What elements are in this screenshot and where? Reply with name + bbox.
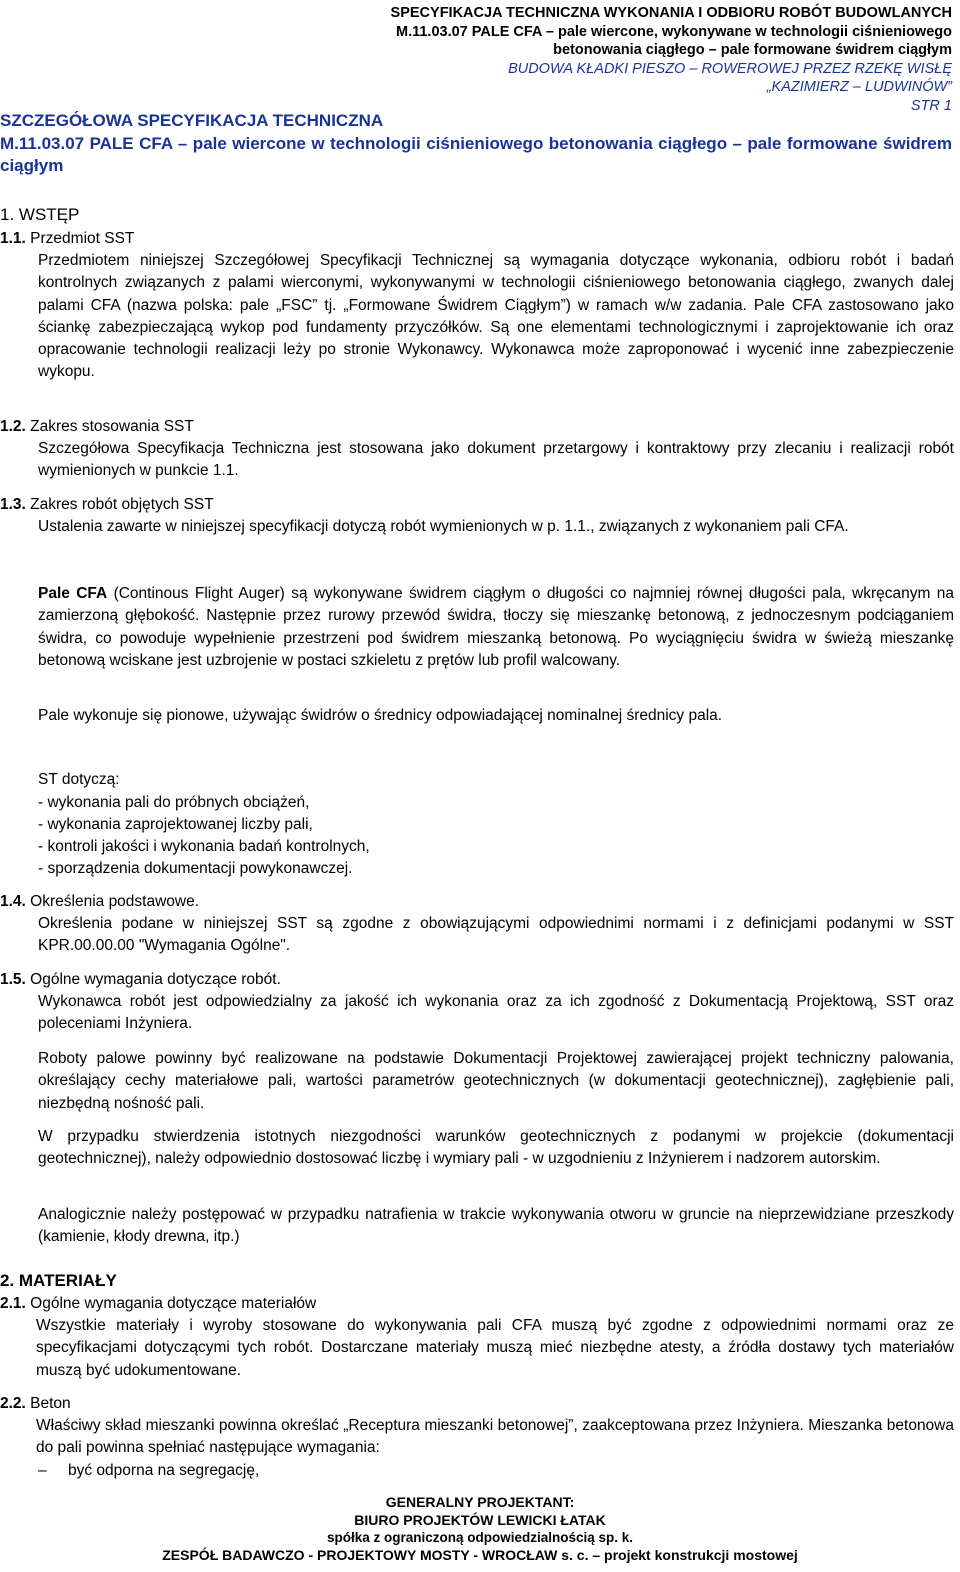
cfa-text: (Continous Flight Auger) są wykonywane świdrem ciągłym o długości co najmniej równej długości pala, wkręcanym na zamierzoną głębokość. Następnie przez rurowy przewód świdra, tłoczy się mieszankę betonową, z jednoczesnym podciąganiem świdra, co powoduje wypełnienie przestrzeni pod świdrem mieszanką betonową. Po wyciągnięciu świdra w świeżą mieszankę betonową wciskane jest uzbrojenie w postaci szkieletu z prętów lub profil walcowany. [38, 585, 954, 669]
paragraph-1-2: Szczegółowa Specyfikacja Techniczna jest stosowana jako dokument przetargowy i kontraktowy przy zlecaniu i realizacji robót wymienionych w punkcie 1.1. [38, 440, 954, 480]
list-item: - wykonania zaprojektowanej liczby pali, [38, 816, 313, 833]
cfa-term: Pale CFA [38, 585, 108, 602]
paragraph-2-2: Właściwy skład mieszanki powinna określać „Receptura mieszanki betonowej”, zaakceptowana przez Inżyniera. Mieszanka betonowa do pali powinna spełniać następujące wymagania: [36, 1417, 954, 1457]
subsection-number: 2.2. [0, 1395, 26, 1412]
subsection-number: 1.2. [0, 418, 26, 435]
subsection-title: Zakres robót objętych SST [30, 496, 214, 513]
paragraph-1-5-a: Wykonawca robót jest odpowiedzialny za jakość ich wykonania oraz za ich zgodność z Dokumentacją Projektową, SST oraz poleceniami Inżyniera. [38, 993, 954, 1033]
subsection-1-2-heading [0, 416, 194, 438]
subsection-title: Zakres stosowania SST [30, 418, 194, 435]
subsection-title: Beton [30, 1395, 71, 1412]
subsection-2-1-heading [0, 1293, 316, 1315]
subsection-title: Ogólne wymagania dotyczące materiałów [30, 1295, 317, 1312]
st-intro: ST dotyczą: [38, 771, 120, 788]
subsection-title: Określenia podstawowe. [30, 893, 200, 910]
subsection-title: Ogólne wymagania dotyczące robót. [30, 971, 281, 988]
list-item [38, 1460, 259, 1482]
dash-bullet: – [38, 1462, 47, 1479]
paragraph-1-5-c: W przypadku stwierdzenia istotnych niezgodności warunków geotechnicznych z podanymi w projekcie (dokumentacji geotechnicznej), należy odpowiednio dostosować liczbę i wymiary pali - w uzgodnieniu z Inżynierem i nadzorem autorskim. [38, 1128, 954, 1168]
subsection-number: 2.1. [0, 1295, 26, 1312]
subsection-number: 1.1. [0, 230, 26, 247]
subsection-1-1-heading [0, 228, 134, 250]
page-header [232, 4, 952, 115]
list-item-text: być odporna na segregację, [68, 1462, 260, 1479]
paragraph-1-5-d: Analogicznie należy postępować w przypadku natrafienia w trakcie wykonywania otworu w gruncie na nieprzewidziane przeszkody (kamienie, kłody drewna, itp.) [38, 1206, 954, 1246]
footer-company-name: BIURO PROJEKTÓW LEWICKI ŁATAK [354, 1511, 606, 1528]
subsection-1-5-heading [0, 969, 281, 991]
paragraph-pile-diameter: Pale wykonuje się pionowe, używając świdrów o średnicy odpowiadającej nominalnej średnicy pala. [38, 707, 723, 724]
paragraph-1-4: Określenia podane w niniejszej SST są zgodne z obowiązującymi odpowiednimi normami i z definicjami podanymi w SST KPR.00.00.00 "Wymagania Ogólne". [38, 915, 954, 955]
footer-company-form: spółka z ograniczoną odpowiedzialnością sp. k. [326, 1530, 634, 1546]
section-heading-1: 1. WSTĘP [0, 205, 80, 224]
header-spec-code: M.11.03.07 PALE CFA – pale wiercone, wykonywane w technologii ciśnieniowego [396, 23, 952, 40]
footer-designer-label: GENERALNY PROJEKTANT: [385, 1494, 575, 1510]
page-footer [0, 1494, 960, 1565]
subsection-1-3-heading [0, 494, 214, 516]
list-item: - sporządzenia dokumentacji powykonawczej. [38, 860, 353, 877]
subsection-title: Przedmiot SST [30, 230, 135, 247]
paragraph-2-1: Wszystkie materiały i wyroby stosowane do wykonywania pali CFA muszą być zgodne z odpowiednimi normami oraz ze specyfikacjami dotyczącymi tych robót. Dostarczane materiały muszą mieć niezbędne atesty, a źródła dostawy tych materiałów muszą być udokumentowane. [36, 1317, 954, 1379]
footer-team: ZESPÓŁ BADAWCZO - PROJEKTOWY MOSTY - WROCŁAW s. c. – projekt konstrukcji mostowej [162, 1547, 798, 1564]
header-page-number: STR 1 [910, 97, 952, 114]
subsection-number: 1.5. [0, 971, 26, 988]
header-project-location: „KAZIMIERZ – LUDWINÓW” [766, 79, 952, 95]
header-spec-subtitle: betonowania ciągłego – pale formowane świdrem ciągłym [553, 42, 952, 58]
paragraph-1-3: Ustalenia zawarte w niniejszej specyfikacji dotyczą robót wymienionych w p. 1.1., związanych z wykonaniem pali CFA. [38, 518, 849, 535]
paragraph-1-5-b: Roboty palowe powinny być realizowane na podstawie Dokumentacji Projektowej zawierającej projekt techniczny palowania, określający cechy materiałowe pali, wartości parametrów geotechnicznych (w dokumentacji geotechnicznej), zagłębienie pali, niezbędną nośność pali. [38, 1050, 954, 1112]
doc-title-sub: M.11.03.07 PALE CFA – pale wiercone w technologii ciśnieniowego betonowania ciągłego – pale formowane świdrem ciągłym [0, 134, 952, 175]
doc-title-main: SZCZEGÓŁOWA SPECYFIKACJA TECHNICZNA [0, 111, 384, 130]
subsection-number: 1.3. [0, 496, 26, 513]
subsection-2-2-heading [0, 1393, 71, 1415]
header-spec-title: SPECYFIKACJA TECHNICZNA WYKONANIA I ODBIORU ROBÓT BUDOWLANYCH [390, 5, 952, 21]
subsection-1-4-heading [0, 891, 199, 913]
paragraph-1-1: Przedmiotem niniejszej Szczegółowej Specyfikacji Technicznej są wymagania dotyczące wykonania, odbioru robót i badań kontrolnych związanych z palami wierconymi, wykonywanymi w technologii ciśnieniowego betonowania ciągłego, zwanych dalej palami CFA (nazwa polska: pale „FSC” tj. „Formowane Świdrem Ciągłym”) w ramach w/w zadania. Pale CFA zastosowano jako ściankę zabezpieczającą wykop pod fundamenty przyczółków. Są one elementami technologicznymi i zaprojektowanie ich oraz opracowanie technologii realizacji leży po stronie Wykonawcy. Wykonawca może zaproponować i wycenić inne zabezpieczenie wykopu. [38, 252, 954, 381]
section-heading-2: 2. MATERIAŁY [0, 1271, 117, 1290]
list-item: - wykonania pali do próbnych obciążeń, [38, 794, 310, 811]
subsection-number: 1.4. [0, 893, 26, 910]
paragraph-cfa-description [38, 583, 954, 672]
list-item: - kontroli jakości i wykonania badań kontrolnych, [38, 838, 370, 855]
header-project-name: BUDOWA KŁADKI PIESZO – ROWEROWEJ PRZEZ RZEKĘ WISŁĘ [508, 60, 952, 77]
